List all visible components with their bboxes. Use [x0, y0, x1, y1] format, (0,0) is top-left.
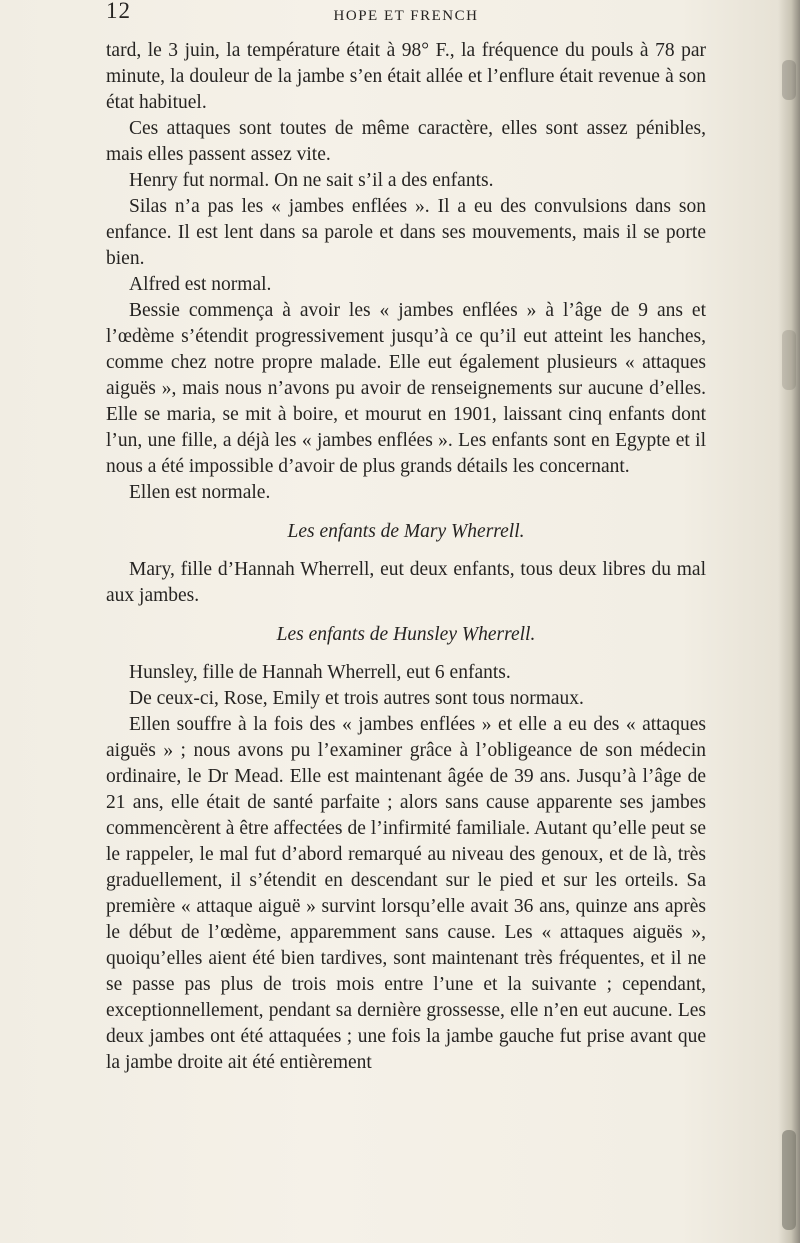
edge-stain [782, 330, 796, 390]
paragraph: Henry fut normal. On ne sait s’il a des enfants. [129, 170, 494, 191]
paragraph: Hunsley, fille de Hannah Wherrell, eut 6 enfants. [129, 662, 511, 683]
paragraph: De ceux-ci, Rose, Emily et trois autres sont tous normaux. [129, 688, 584, 709]
section-title-hunsley: Les enfants de Hunsley Wherrell. [276, 624, 536, 645]
body-text [106, 38, 706, 1076]
paragraph-continued: tard, le 3 juin, la température était à 98° F., la fréquence du pouls à 78 par minute, la douleur de la jambe s’en était allée et l’enflure était revenue à son état habituel. [106, 40, 706, 113]
paragraph: Ces attaques sont toutes de même caractère, elles sont assez pénibles, mais elles passent assez vite. [106, 118, 706, 165]
page-number: 12 [106, 0, 131, 23]
page-header [106, 0, 706, 32]
edge-stain [782, 60, 796, 100]
running-head: HOPE ET FRENCH [333, 8, 479, 24]
paragraph: Silas n’a pas les « jambes enflées ». Il a eu des convulsions dans son enfance. Il est lent dans sa parole et dans ses mouvements, mais il se porte bien. [106, 196, 706, 269]
paragraph: Ellen souffre à la fois des « jambes enflées » et elle a eu des « attaques aiguës » ; nous avons pu l’examiner grâce à l’obligeance de son médecin ordinaire, le Dr Mead. Elle est maintenant âgée de 39 ans. Jusqu’à l’âge de 21 ans, elle était de santé parfaite ; alors sans cause apparente ses jambes commencèrent à être affectées de l’infirmité familiale. Autant qu’elle peut se le rappeler, le mal fut d’abord remarqué au niveau des genoux, et de là, très graduellement, il s’étendit en descendant sur le pied et sur les orteils. Sa première « attaque aiguë » survint lorsqu’elle avait 36 ans, quinze ans après le début de l’œdème, apparemment sans cause. Les « attaques aiguës », quoiqu’elles aient été bien tardives, sont maintenant très fréquentes, et il ne se passe pas plus de trois mois entre l’une et la suivante ; cependant, exceptionnellement, pendant sa dernière grossesse, elle n’en eut aucune. Les deux jambes ont été attaquées ; une fois la jambe gauche fut prise avant que la jambe droite ait été entièrement [106, 714, 706, 1073]
paragraph: Ellen est normale. [129, 482, 271, 503]
edge-stain [782, 1130, 796, 1230]
paragraph: Alfred est normal. [129, 274, 272, 295]
section-title-mary: Les enfants de Mary Wherrell. [287, 521, 525, 542]
paragraph: Mary, fille d’Hannah Wherrell, eut deux enfants, tous deux libres du mal aux jambes. [106, 559, 706, 606]
page-edge-shadow [778, 0, 800, 1243]
paragraph: Bessie commença à avoir les « jambes enflées » à l’âge de 9 ans et l’œdème s’étendit progressivement jusqu’à ce qu’il eut atteint les hanches, comme chez notre propre malade. Elle eut également plusieurs « attaques aiguës », mais nous n’avons pu avoir de renseignements sur aucune d’elles. Elle se maria, se mit à boire, et mourut en 1901, laissant cinq enfants dont l’un, une fille, a déjà les « jambes enflées ». Les enfants sont en Egypte et il nous a été impossible d’avoir de plus grands détails les concernant. [106, 300, 706, 477]
